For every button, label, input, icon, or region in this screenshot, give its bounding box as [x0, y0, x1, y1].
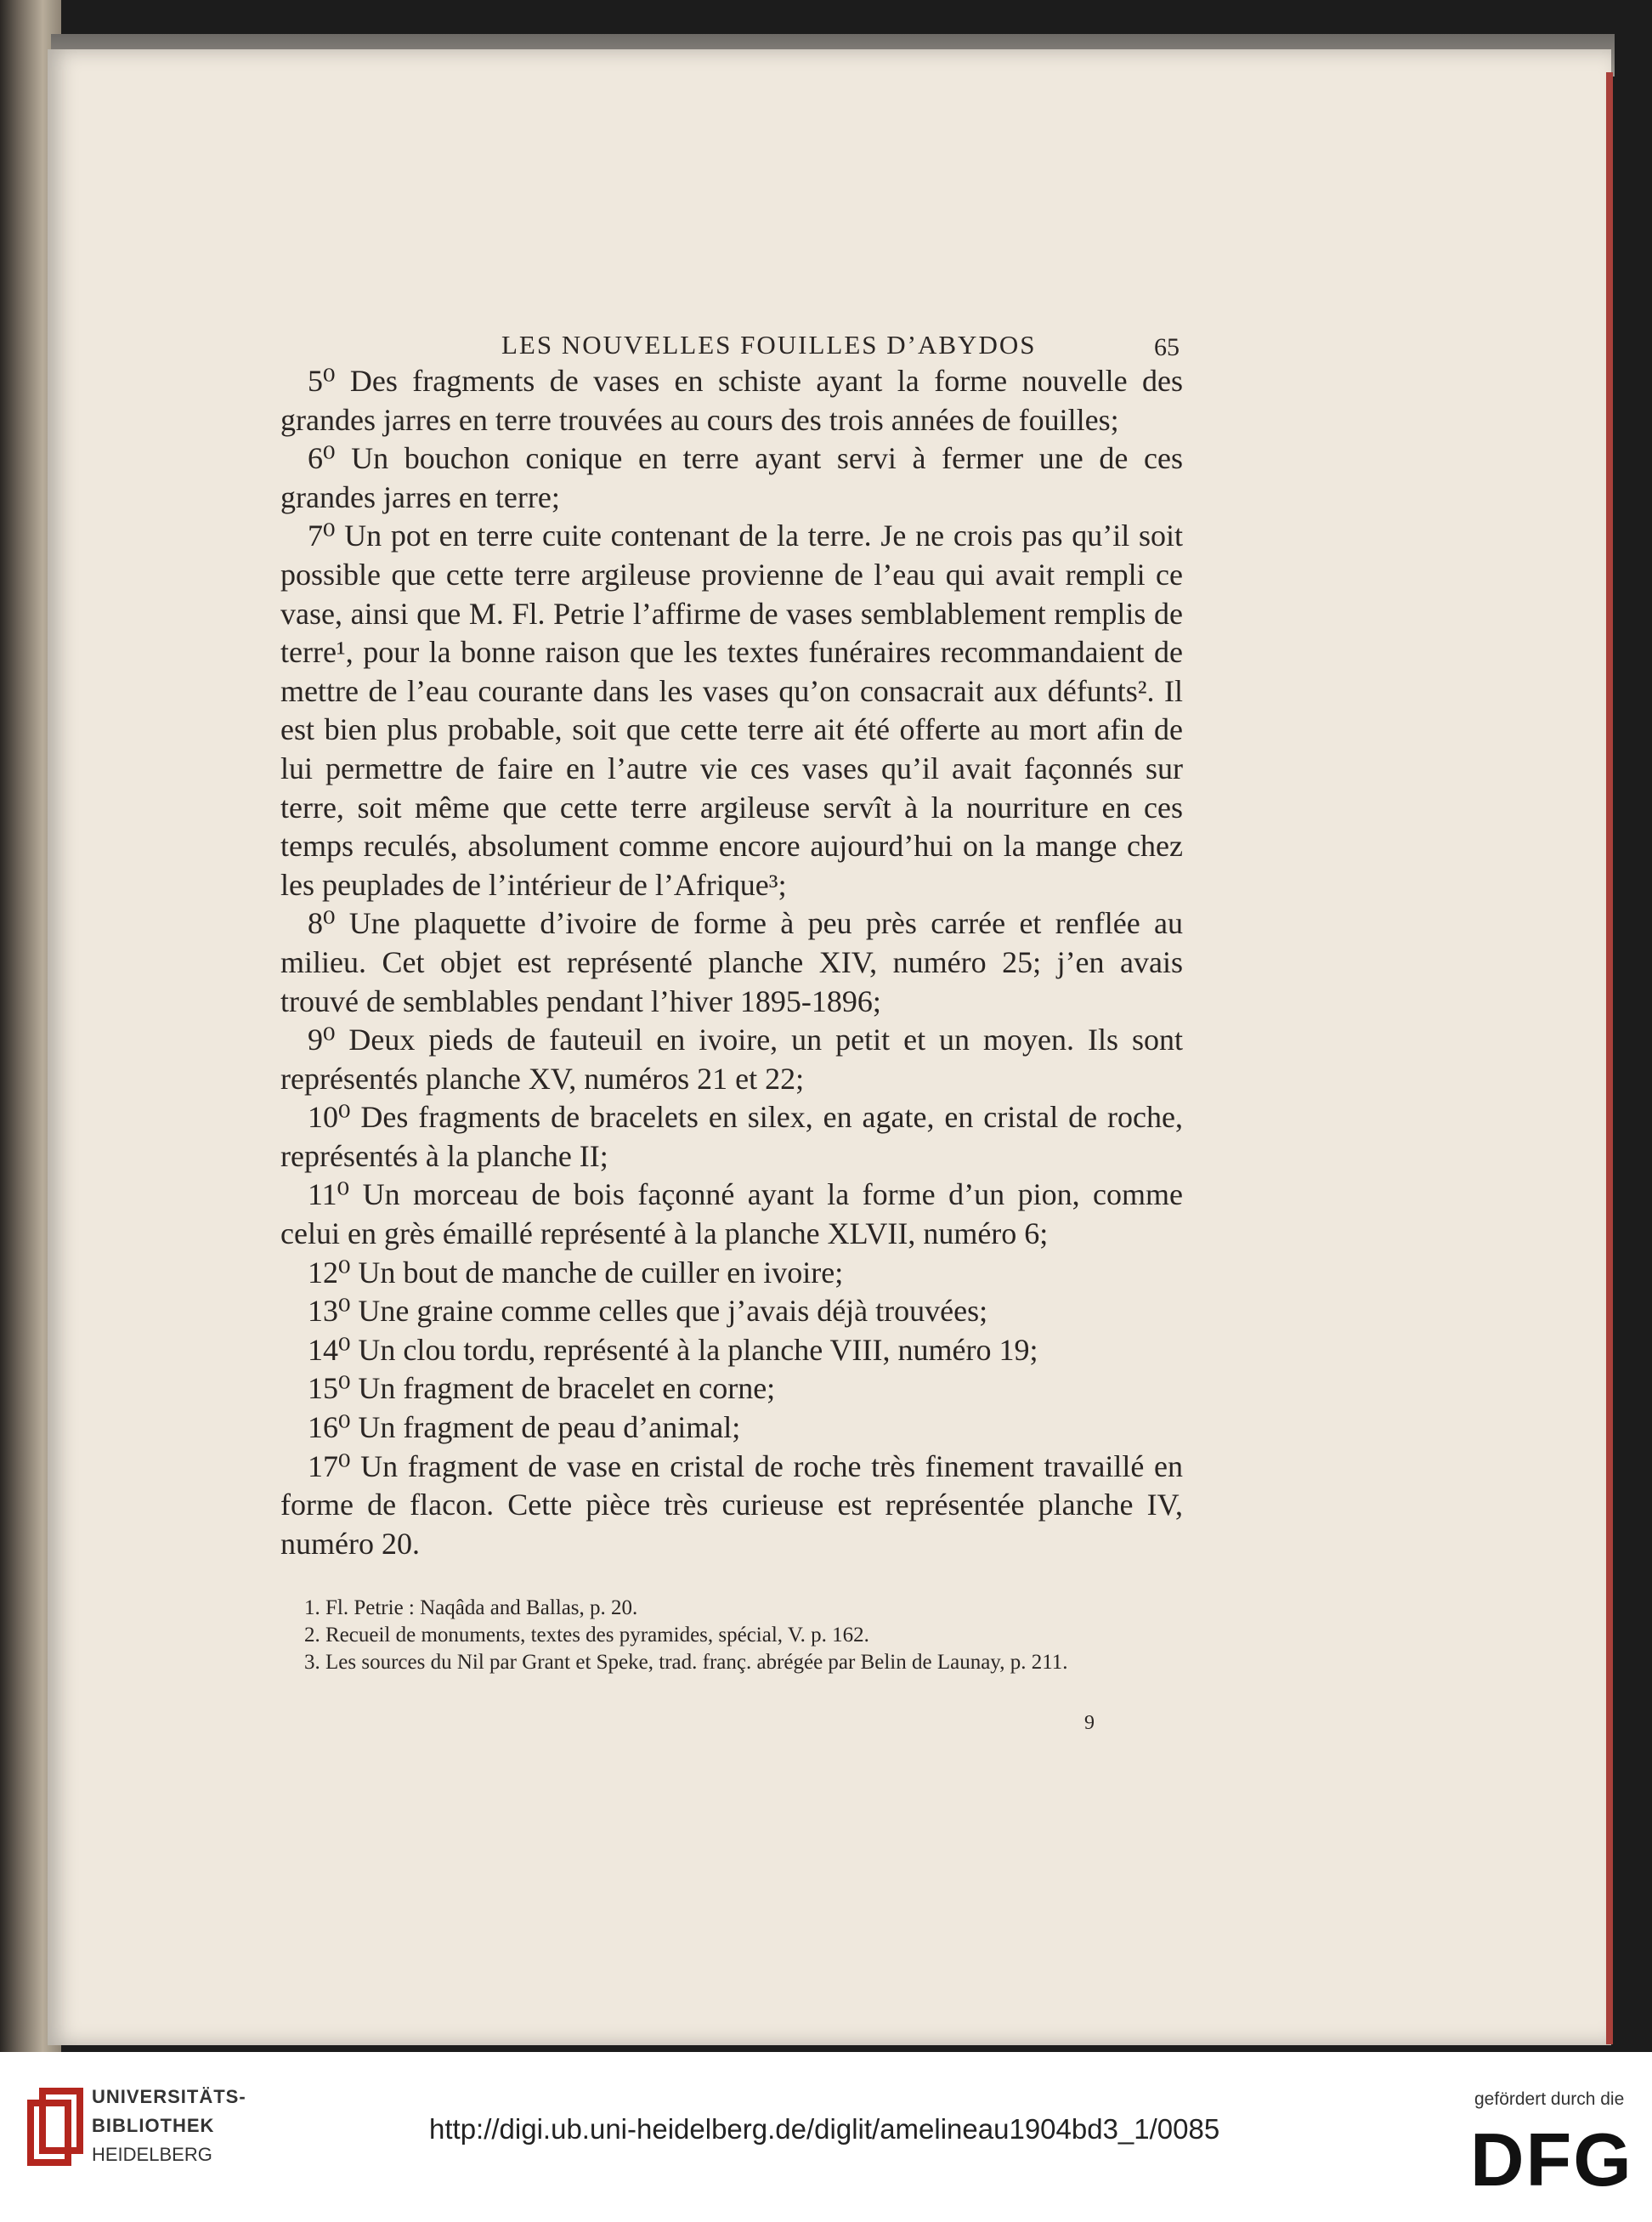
library-logo-icon[interactable] — [25, 2084, 85, 2169]
permalink-url[interactable]: http://digi.ub.uni-heidelberg.de/diglit/amelineau1904bd3_1/0085 — [429, 2113, 1220, 2145]
library-name-line1: UNIVERSITÄTS- — [92, 2086, 246, 2107]
signature-mark: 9 — [1084, 1712, 1095, 1734]
paragraph-item-8: 8⁰ Une plaquette d’ivoire de forme à peu près carrée et renflée au milieu. Cet objet est représenté planche XIV, numéro 25; j’en avais trouvé de semblables pendant l’hiver 1895-1896; — [280, 906, 1183, 1018]
paragraph-item-12: 12⁰ Un bout de manche de cuiller en ivoire; — [308, 1255, 844, 1290]
library-name-line2: BIBLIOTHEK — [92, 2115, 215, 2136]
paragraph-item-16: 16⁰ Un fragment de peau d’animal; — [308, 1410, 741, 1445]
paragraph-item-5: 5⁰ Des fragments de vases en schiste ayant la forme nouvelle des grandes jarres en terre trouvées au cours des trois années de fouilles; — [280, 364, 1183, 437]
paragraph-item-10: 10⁰ Des fragments de bracelets en silex, en agate, en cristal de roche, représentés à la planche II; — [280, 1100, 1183, 1173]
running-head: LES NOUVELLES FOUILLES D’ABYDOS — [501, 330, 1037, 360]
footnotes — [280, 1595, 1183, 1676]
paragraph-item-11: 11⁰ Un morceau de bois façonné ayant la forme d’un pion, comme celui en grès émaillé représenté à la planche XLVII, numéro 6; — [280, 1177, 1183, 1251]
funding-caption: gefördert durch die — [1474, 2089, 1625, 2109]
body-text — [280, 362, 1183, 1563]
page-number: 65 — [1154, 333, 1180, 361]
footnote-2: 2. Recueil de monuments, textes des pyramides, spécial, V. p. 162. — [304, 1624, 869, 1647]
paragraph-item-9: 9⁰ Deux pieds de fauteuil en ivoire, un petit et un moyen. Ils sont représentés planche XV, numéros 21 et 22; — [280, 1023, 1183, 1096]
paragraph-item-7: 7⁰ Un pot en terre cuite contenant de la terre. Je ne crois pas qu’il soit possible que cette terre argileuse provienne de l’eau qui avait rempli ce vase, ainsi que M. Fl. Petrie l’affirme de vases semblablement remplis de terre¹, pour la bonne raison que les textes funéraires recommandaient de mettre de l’eau courante dans les vases qu’on consacrait aux défunts². Il est bien plus probable, soit que cette terre ait été offerte au mort afin de lui permettre de faire en l’autre vie ces vases qu’il avait façonnés sur terre, soit même que cette terre argileuse servît à la nourriture en ces temps reculés, absolument comme encore aujourd’hui on la mange chez les peuplades de l’intérieur de l’Afrique³; — [280, 519, 1183, 902]
page-red-edge — [1606, 72, 1613, 2044]
paragraph-item-6: 6⁰ Un bouchon conique en terre ayant servi à fermer une de ces grandes jarres en terre; — [280, 441, 1183, 514]
dfg-logo[interactable]: DFG — [1470, 2117, 1633, 2202]
viewer-footer — [0, 2052, 1652, 2222]
paragraph-item-17: 17⁰ Un fragment de vase en cristal de roche très finement travaillé en forme de flacon. Cette pièce très curieuse est représentée planche IV, numéro 20. — [280, 1448, 1183, 1561]
paragraph-item-15: 15⁰ Un fragment de bracelet en corne; — [308, 1371, 776, 1406]
footnote-3: 3. Les sources du Nil par Grant et Speke, trad. franç. abrégée par Belin de Launay, p. 211. — [304, 1651, 1068, 1674]
paragraph-item-14: 14⁰ Un clou tordu, représenté à la planche VIII, numéro 19; — [308, 1332, 1038, 1367]
paragraph-item-13: 13⁰ Une graine comme celles que j’avais déjà trouvées; — [308, 1294, 988, 1329]
library-city: HEIDELBERG — [92, 2144, 212, 2165]
footnote-1: 1. Fl. Petrie : Naqâda and Ballas, p. 20. — [304, 1596, 638, 1619]
